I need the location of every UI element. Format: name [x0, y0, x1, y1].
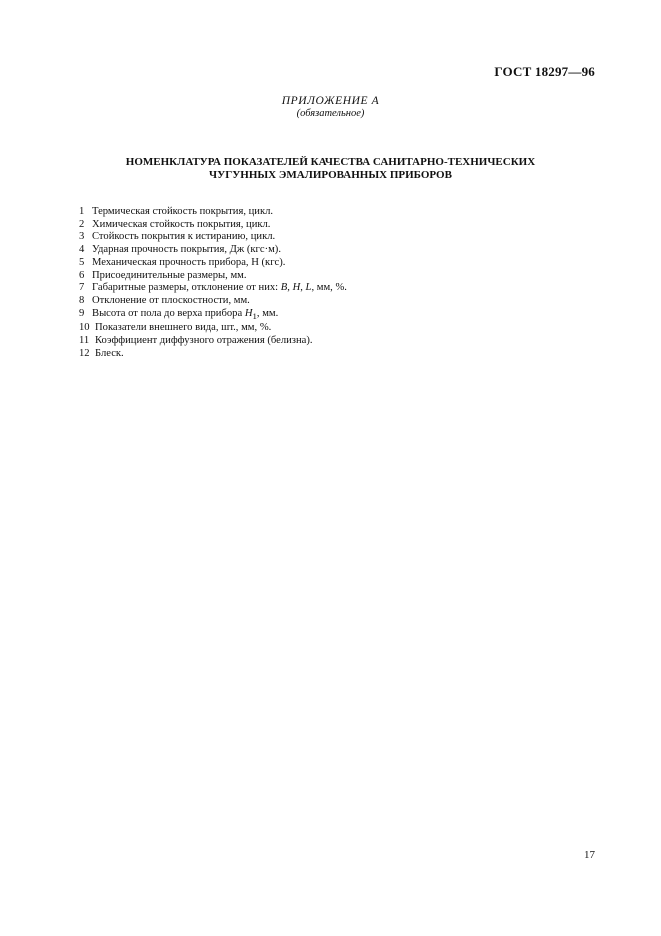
- item-text: Ударная прочность покрытия, Дж (кгс·м).: [92, 244, 281, 256]
- item-text: Габаритные размеры, отклонение от них:: [92, 282, 279, 294]
- var-l: L: [305, 282, 312, 294]
- page-number: 17: [584, 849, 595, 861]
- list-item: [79, 244, 599, 257]
- item-number: 8: [79, 294, 85, 306]
- item-text: Стойкость покрытия к истиранию, цикл.: [92, 231, 276, 243]
- list-item: [79, 257, 599, 270]
- document-title: [0, 156, 661, 182]
- item-number: 4: [79, 244, 85, 256]
- quality-indicators-list: [79, 206, 599, 361]
- item-number: 11: [79, 335, 90, 347]
- list-item: [79, 219, 599, 232]
- item-number: 2: [79, 218, 85, 230]
- var-h: H: [244, 307, 253, 319]
- item-text: Отклонение от плоскостности, мм.: [92, 294, 250, 306]
- list-item: 7 Габаритные размеры, отклонение от них: B, H, L, мм, %.: [79, 282, 347, 294]
- item-text: Блеск.: [95, 347, 124, 359]
- list-item: [79, 308, 599, 323]
- appendix-subtitle: (обязательное): [296, 108, 365, 119]
- item-text: Термическая стойкость покрытия, цикл.: [92, 206, 274, 217]
- appendix-title: ПРИЛОЖЕНИЕ А: [281, 95, 380, 107]
- var-h: H: [292, 282, 301, 294]
- item-number: 5: [79, 256, 85, 268]
- item-text: Присоединительные размеры, мм.: [92, 269, 247, 281]
- item-text: Химическая стойкость покрытия, цикл.: [92, 218, 271, 230]
- item-text: Высота от пола до верха прибора: [92, 307, 243, 319]
- subscript: 1: [252, 310, 257, 321]
- document-title-line-2: ЧУГУННЫХ ЭМАЛИРОВАННЫХ ПРИБОРОВ: [209, 169, 452, 181]
- item-text: Коэффициент диффузного отражения (белизна).: [95, 335, 313, 347]
- document-title-line-1: НОМЕНКЛАТУРА ПОКАЗАТЕЛЕЙ КАЧЕСТВА САНИТАРНО-ТЕХНИЧЕСКИХ: [125, 156, 536, 168]
- list-item: [79, 335, 599, 348]
- item-text: Показатели внешнего вида, шт., мм, %.: [95, 322, 272, 334]
- item-text: Механическая прочность прибора, Н (кгс).: [92, 256, 286, 268]
- appendix-heading: [0, 95, 661, 120]
- list-item: [79, 206, 599, 219]
- item-number: 10: [79, 322, 90, 334]
- item-number: 9: [79, 307, 85, 319]
- list-item: [79, 231, 599, 244]
- item-number: 6: [79, 269, 85, 281]
- item-number: 1: [79, 206, 85, 217]
- list-item: [79, 322, 599, 335]
- item-text-tail: , мм.: [256, 307, 279, 319]
- list-item: [79, 295, 599, 308]
- standard-code: ГОСТ 18297—96: [494, 64, 595, 79]
- list-item: [79, 270, 599, 283]
- item-text-tail: , мм, %.: [311, 282, 347, 294]
- list-item: [79, 348, 599, 361]
- item-number: 7: [79, 282, 85, 294]
- item-number: 12: [79, 347, 90, 359]
- item-number: 3: [79, 231, 85, 243]
- var-b: B: [280, 282, 288, 294]
